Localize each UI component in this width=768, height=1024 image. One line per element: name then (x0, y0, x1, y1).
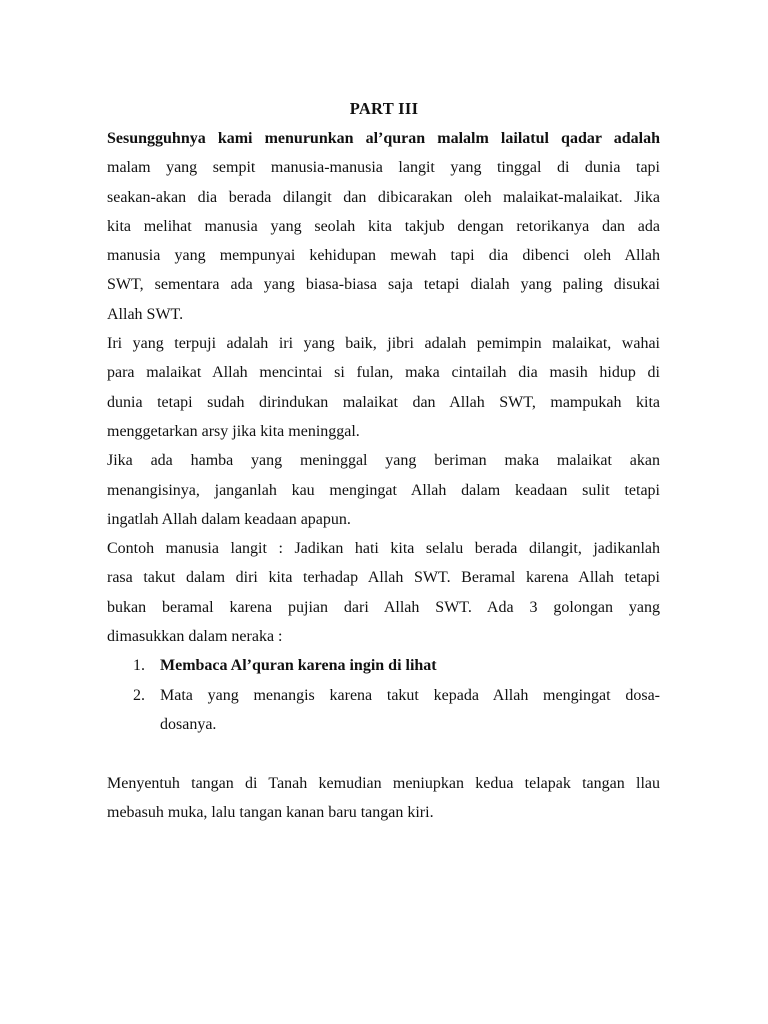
text-line: dimasukkan dalam neraka : (107, 628, 283, 646)
text-line: Menyentuh tangan di Tanah kemudian meniupkan kedua telapak tangan llau (107, 774, 660, 792)
list-item (107, 681, 660, 740)
text-line: seakan-akan dia berada dilangit dan dibicarakan oleh malaikat-malaikat. Jika (107, 188, 660, 206)
paragraph-1 (107, 124, 660, 329)
text-line: manusia yang mempunyai kehidupan mewah tapi dia dibenci oleh Allah (107, 247, 660, 265)
page-title: PART III (349, 99, 419, 118)
text-line: kita melihat manusia yang seolah kita takjub dengan retorikanya dan ada (107, 217, 660, 235)
text-line: dunia tetapi sudah dirindukan malaikat dan Allah SWT, mampukah kita (107, 393, 660, 411)
text-line: menangisinya, janganlah kau mengingat Allah dalam keadaan sulit tetapi (107, 481, 660, 499)
document-body (107, 124, 660, 827)
text-line: mebasuh muka, lalu tangan kanan baru tangan kiri. (107, 803, 434, 821)
list-item-text: dosanya. (160, 715, 217, 733)
text-line: ingatlah Allah dalam keadaan apapun. (107, 510, 351, 528)
paragraph-3 (107, 446, 660, 534)
text-line: malam yang sempit manusia-manusia langit yang tinggal di dunia tapi (107, 159, 660, 177)
list-item (107, 651, 660, 680)
text-line: Jika ada hamba yang meninggal yang beriman maka malaikat akan (107, 452, 660, 470)
text-line: para malaikat Allah mencintai si fulan, maka cintailah dia masih hidup di (107, 364, 660, 382)
text-line: Allah SWT. (107, 305, 184, 323)
blank-line (107, 739, 660, 768)
text-line: SWT, sementara ada yang biasa-biasa saja tetapi dialah yang paling disukai (107, 276, 660, 294)
list-number: 1. (133, 657, 145, 675)
list-number: 2. (133, 686, 145, 704)
text-line: menggetarkan arsy jika kita meninggal. (107, 422, 360, 440)
paragraph-5 (107, 769, 660, 828)
text-line: Sesungguhnya kami menurunkan al’quran malalm lailatul qadar adalah (107, 130, 660, 147)
numbered-list (107, 651, 660, 739)
text-line: rasa takut dalam diri kita terhadap Allah SWT. Beramal karena Allah tetapi (107, 569, 660, 587)
paragraph-4 (107, 534, 660, 651)
text-line: Contoh manusia langit : Jadikan hati kita selalu berada dilangit, jadikanlah (107, 540, 660, 558)
paragraph-2 (107, 329, 660, 446)
list-item-text: Membaca Al’quran karena ingin di lihat (160, 657, 437, 675)
text-line: Iri yang terpuji adalah iri yang baik, jibri adalah pemimpin malaikat, wahai (107, 335, 660, 353)
list-item-text: Mata yang menangis karena takut kepada Allah mengingat dosa- (160, 686, 660, 704)
text-line: bukan beramal karena pujian dari Allah SWT. Ada 3 golongan yang (107, 598, 660, 616)
